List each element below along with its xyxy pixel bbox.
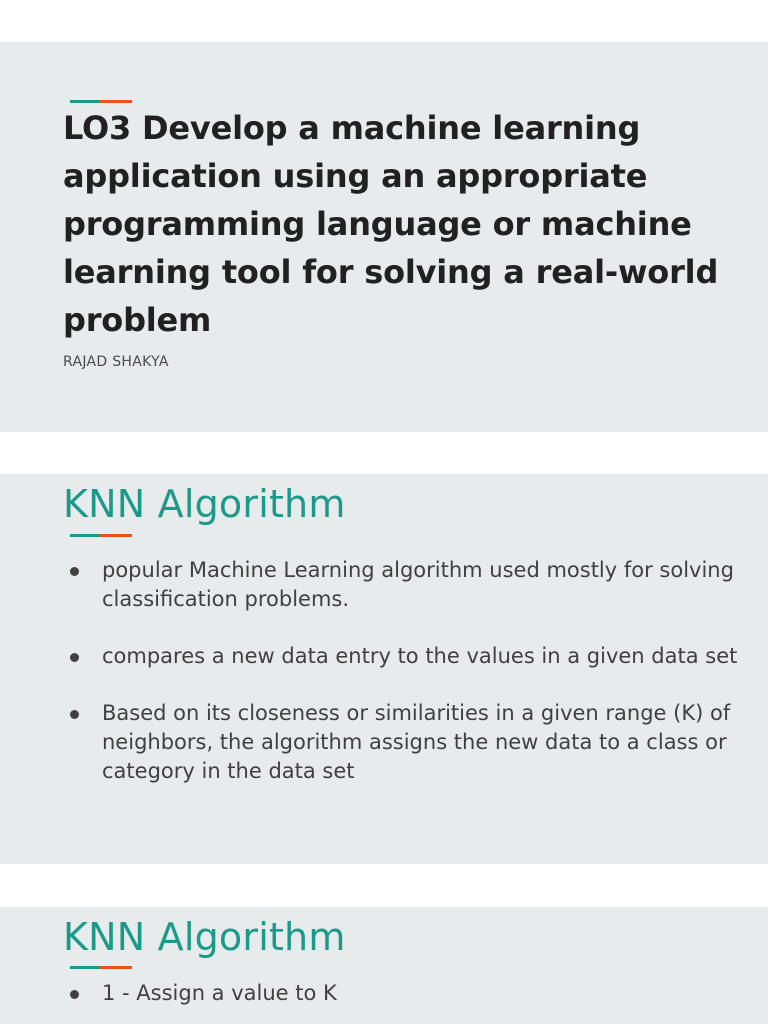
- slide-knn-steps: [0, 907, 768, 1024]
- slide-knn-overview: [0, 474, 768, 864]
- accent-bar: [70, 534, 132, 537]
- author-name: RAJAD SHAKYA: [63, 354, 169, 370]
- accent-bar: [70, 966, 132, 969]
- bullet-list: [63, 556, 743, 786]
- slide-title-heading: LO3 Develop a machine learning application using an appropriate programming language or machine learning tool for solving a real-world problem: [63, 109, 719, 339]
- list-item: popular Machine Learning algorithm used mostly for solving classification problems.: [63, 556, 743, 614]
- accent-bar: [70, 100, 132, 103]
- slide-title: [0, 42, 768, 432]
- bullet-icon: [70, 567, 79, 576]
- bullet-icon: [70, 990, 79, 999]
- list-item: 1 - Assign a value to K: [63, 979, 743, 1008]
- slide-heading: KNN Algorithm: [63, 915, 346, 959]
- slide-heading: KNN Algorithm: [63, 482, 346, 526]
- bullet-list: [63, 979, 743, 1008]
- bullet-icon: [70, 653, 79, 662]
- list-item: Based on its closeness or similarities in a given range (K) of neighbors, the algorithm assigns the new data to a class or category in the data set: [63, 699, 743, 786]
- bullet-icon: [70, 710, 79, 719]
- list-item: compares a new data entry to the values in a given data set: [63, 642, 743, 671]
